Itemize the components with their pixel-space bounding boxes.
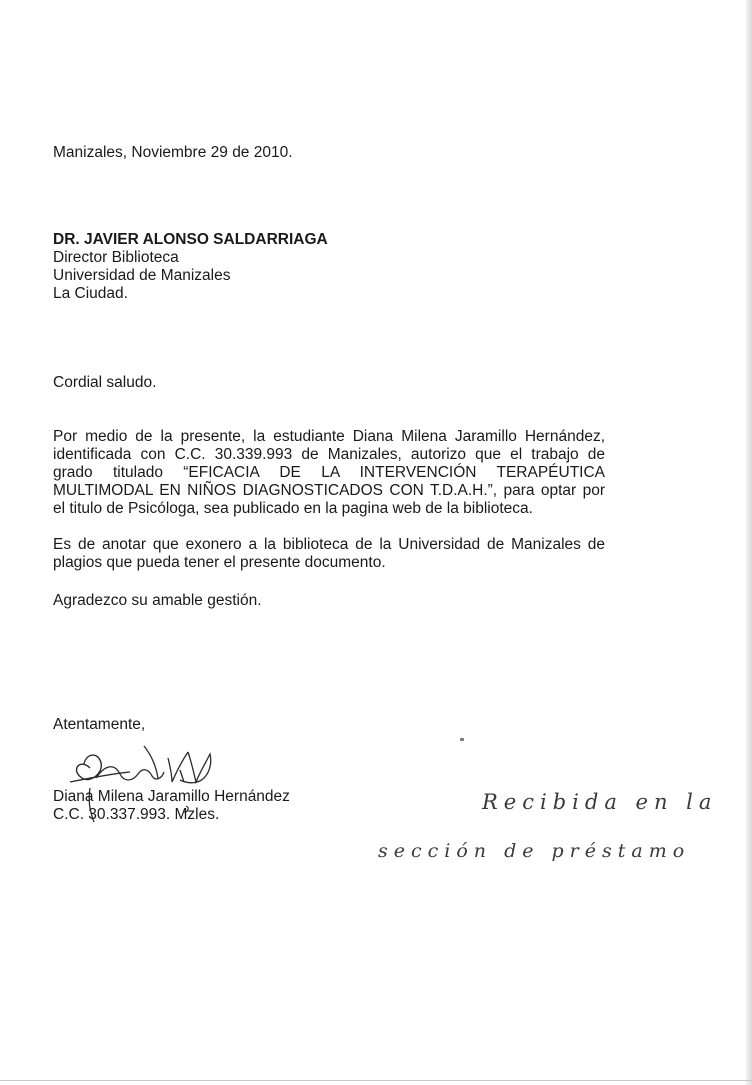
thanks-line: Agradezco su amable gestión.	[53, 592, 262, 609]
body-paragraph-2	[53, 536, 605, 572]
greeting: Cordial saludo.	[53, 374, 157, 391]
body-paragraph-1-line: Por medio de la presente, la estudiante Diana Milena Jaramillo Hernández,	[53, 428, 605, 445]
handwritten-note-line-1: Recibida en la	[482, 790, 718, 814]
body-paragraph-1-line: identificada con C.C. 30.339.993 de Manizales, autorizo que el trabajo de	[53, 446, 605, 463]
signer-name: Diana Milena Jaramillo Hernández	[53, 788, 290, 805]
closing: Atentamente,	[53, 716, 146, 733]
body-paragraph-1-line: el titulo de Psicóloga, sea publicado en la pagina web de la biblioteca.	[53, 500, 533, 517]
handwritten-note-line-2: sección de préstamo	[378, 840, 691, 862]
letter-date: Manizales, Noviembre 29 de 2010.	[53, 144, 293, 161]
recipient-name: DR. JAVIER ALONSO SALDARRIAGA	[53, 231, 328, 248]
body-paragraph-1-line: grado titulado “EFICACIA DE LA INTERVENCIÓN TERAPÉUTICA	[53, 464, 605, 481]
recipient-institution: Universidad de Manizales	[53, 267, 231, 284]
scan-bottom-edge	[0, 1080, 752, 1081]
body-paragraph-1-line: MULTIMODAL EN NIÑOS DIAGNOSTICADOS CON T.D.A.H.”, para optar por	[53, 482, 605, 499]
recipient-city: La Ciudad.	[53, 285, 128, 302]
recipient-title: Director Biblioteca	[53, 249, 179, 266]
scan-speck	[460, 738, 464, 741]
body-paragraph-1	[53, 428, 605, 518]
signer-id: C.C. 30.337.993. Mzles.	[53, 806, 220, 823]
body-paragraph-2-line: plagios que pueda tener el presente documento.	[53, 554, 386, 571]
body-paragraph-2-line: Es de anotar que exonero a la biblioteca de la Universidad de Manizales de	[53, 536, 605, 553]
page-edge	[746, 0, 752, 1085]
